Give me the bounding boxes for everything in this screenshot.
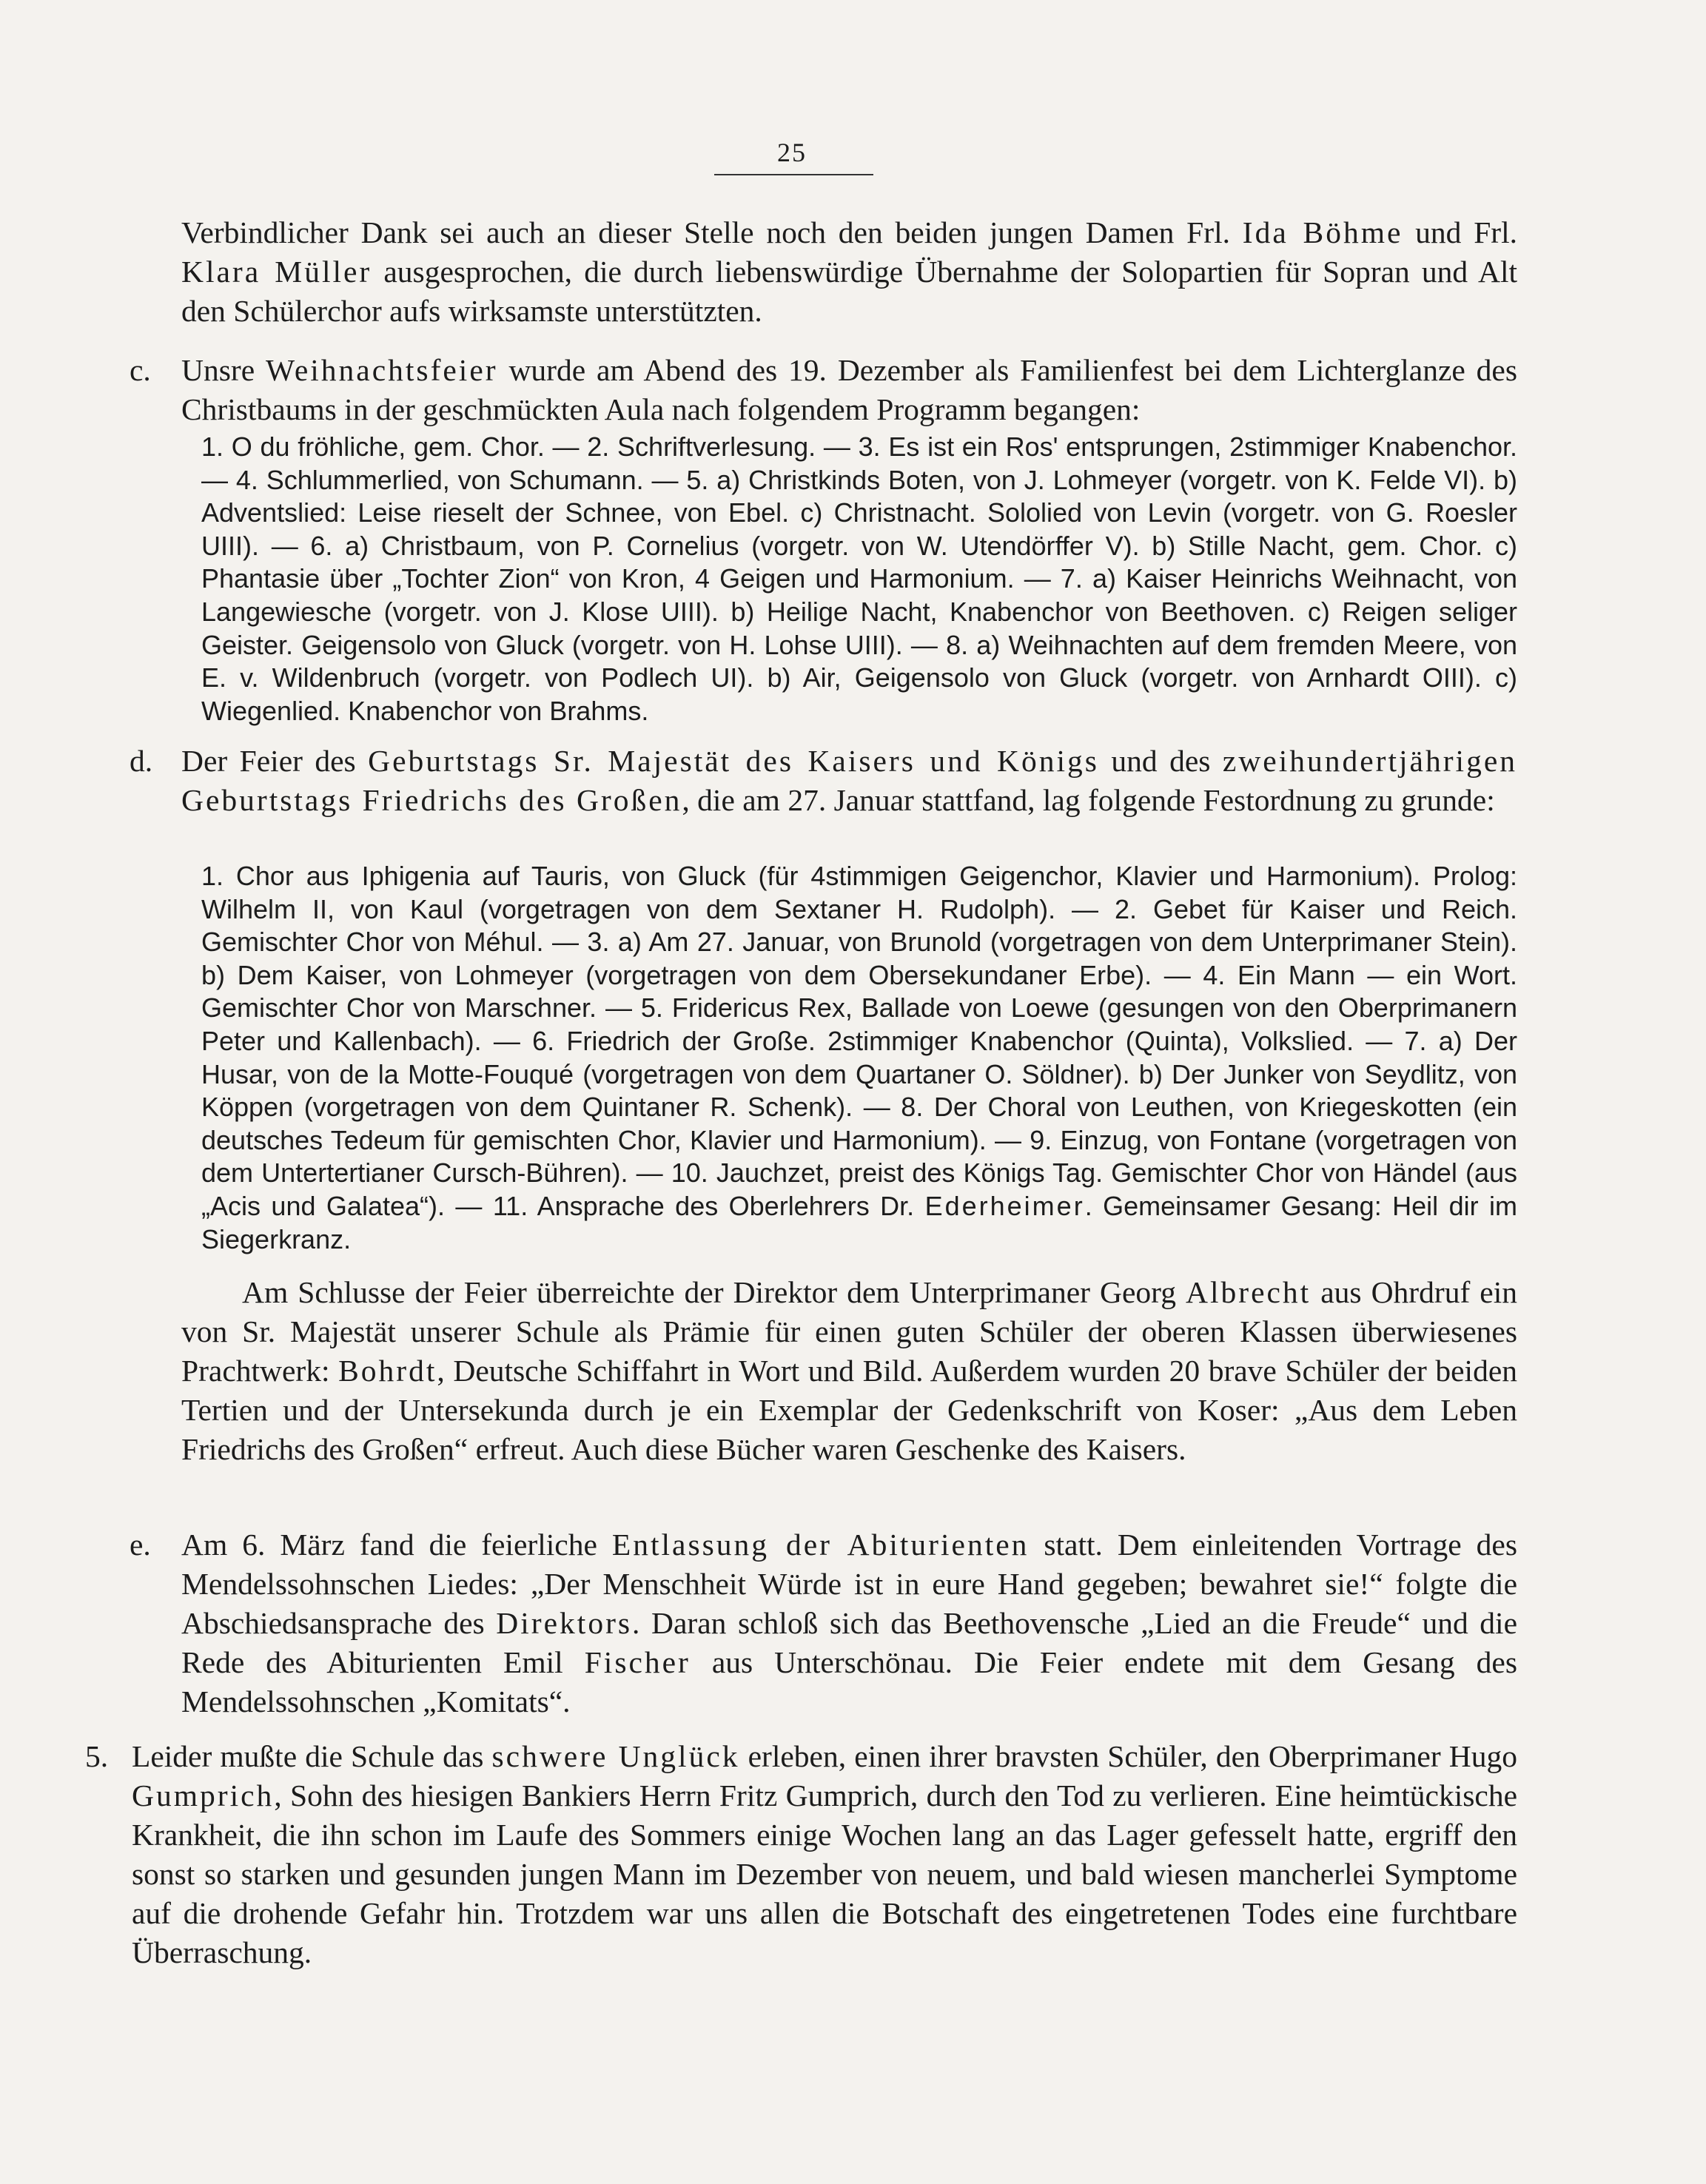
section-d-geburtstag-friedrich: zweihundertjährigen Geburtstags Friedrichs des Großen xyxy=(181,744,1517,817)
section-d-text-2: und des xyxy=(1098,744,1223,778)
section-d-paragraph xyxy=(181,1273,1517,1469)
section-d-ederheimer: Ederheimer xyxy=(924,1190,1085,1221)
section-5-text-2: erleben, einen ihrer bravsten Schüler, den Oberprimaner Hugo xyxy=(739,1739,1517,1773)
section-d-program-text-2: . Gemeinsamer Gesang: Heil dir im Siegerkranz. xyxy=(201,1190,1517,1254)
section-e-label: e. xyxy=(130,1528,151,1562)
section-e-paragraph xyxy=(181,1525,1517,1721)
section-d-geburtstag-kaiser: Geburtstags Sr. Majestät des Kaisers und Königs xyxy=(368,744,1099,778)
section-c-program: 1. O du fröhliche, gem. Chor. — 2. Schriftverlesung. — 3. Es ist ein Ros' entsprungen, 2stimmiger Knabenchor. — 4. Schlummerlied, von Schumann. — 5. a) Christkinds Boten, von J. Lohmeyer (vorgetr. von K. Felde VI). b) Adventslied: Leise rieselt der Schnee, von Ebel. c) Christnacht. Sololied von Levin (vorgetr. von G. Roesler UIII). — 6. a) Christbaum, von P. Cornelius (vorgetr. von W. Utendörffer V). b) Stille Nacht, gem. Chor. c) Phantasie über „Tochter Zion“ von Kron, 4 Geigen und Harmonium. — 7. a) Kaiser Heinrichs Weihnacht, von Langewiesche (vorgetr. von J. Klose UIII). b) Heilige Nacht, Knabenchor von Beethoven. c) Reigen seliger Geister. Geigensolo von Gluck (vorgetr. von H. Lohse UIII). — 8. a) Weihnachten auf dem fremden Meere, von E. v. Wildenbruch (vorgetr. von Podlech UI). b) Air, Geigensolo von Gluck (vorgetr. von Arnhardt OIII). c) Wiegenlied. Knabenchor von Brahms. xyxy=(201,431,1517,726)
section-e-text-4: aus Unterschönau. Die Feier endete mit dem Gesang des Mendelssohnschen „Komitats“. xyxy=(181,1645,1517,1718)
section-d-para-text-1: Am Schlusse der Feier überreichte der Direktor dem Unterprimaner Georg xyxy=(242,1275,1186,1309)
section-5-text-1: Leider mußte die Schule das xyxy=(132,1739,492,1773)
name-ida-boehme: Ida Böhme xyxy=(1242,215,1403,249)
section-d-program-text-1: 1. Chor aus Iphigenia auf Tauris, von Gluck (für 4stimmigen Geigenchor, Klavier und Harmonium). Prolog: Wilhelm II, von Kaul (vorgetragen von dem Sextaner H. Rudolph). — 2. Gebet für Kaiser und Reich. Gemischter Chor von Méhul. — 3. a) Am 27. Januar, von Brunold (vorgetragen von dem Unterprimaner Stein). b) Dem Kaiser, von Lohmeyer (vorgetragen von dem Obersekundaner Erbe). — 4. Ein Mann — ein Wort. Gemischter Chor von Marschner. — 5. Fridericus Rex, Ballade von Loewe (gesungen von den Oberprimanern Peter und Kallenbach). — 6. Friedrich der Große. 2stimmiger Knabenchor (Quinta), Volkslied. — 7. a) Der Husar, von de la Motte-Fouqué (vorgetragen von dem Quartaner O. Söldner). b) Der Junker von Seydlitz, von Köppen (vorgetragen von dem Quintaner R. Schenk). — 8. Der Choral von Leuthen, von Kriegeskotten (ein deutsches Tedeum für gemischten Chor, Klavier und Harmonium). — 9. Einzug, von Fontane (vorgetragen von dem Untertertianer Cursch-Bühren). — 10. Jauchzet, preist des Königs Tag. Gemischter Chor von Händel (aus „Acis und Galatea“). — 11. Ansprache des Oberlehrers Dr. xyxy=(201,861,1517,1221)
section-c-text-2: wurde am Abend des 19. Dezember als Familienfest bei dem Lichterglanze des Christbaums in der geschmückten Aula nach folgendem Programm begangen: xyxy=(181,353,1517,426)
section-e-fischer: Fischer xyxy=(584,1645,691,1679)
section-d-para-text-2: aus Ohrdruf ein von Sr. Majestät unserer Schule als Prämie für einen guten Schüler der oberen Klassen überwiesenes Prachtwerk: xyxy=(181,1275,1518,1388)
section-c-text-1: Unsre xyxy=(181,353,266,387)
section-5-unglueck: schwere Unglück xyxy=(491,1739,740,1773)
section-d-intro xyxy=(181,742,1517,820)
section-5-paragraph xyxy=(132,1737,1517,1972)
section-e-text-3: . Daran schloß sich das Beethovensche „Lied an die Freude“ und die Rede des Abiturienten Emil xyxy=(181,1606,1517,1679)
section-5-gumprich: Gumprich xyxy=(132,1778,275,1812)
thanks-text-2: und Frl. xyxy=(1403,215,1517,249)
section-5-text-3: , Sohn des hiesigen Bankiers Herrn Fritz Gumprich, durch den Tod zu verlieren. Eine heimtückische Krankheit, die ihn schon im Laufe des Sommers einige Wochen lang an das Lager gefesselt hatte, ergriff den sonst so starken und gesunden jungen Mann im Dezember von neuem, und bald wiesen mancherlei Symptome auf die drohende Gefahr hin. Trotzdem war uns allen die Botschaft des eingetretenen Todes eine furchtbare Überraschung. xyxy=(132,1778,1517,1969)
section-d-bohrdt: Bohrdt xyxy=(338,1354,437,1388)
section-d-text-1: Der Feier des xyxy=(181,744,369,778)
section-e-direktors: Direktors xyxy=(496,1606,633,1640)
section-e-text-1: Am 6. März fand die feierliche xyxy=(181,1528,612,1562)
section-c-weihnachtsfeier: Weihnachtsfeier xyxy=(266,353,498,387)
section-d-para-text-3: , Deutsche Schiffahrt in Wort und Bild. Außerdem wurden 20 brave Schüler der beiden Tertien und der Untersekunda durch je ein Exemplar der Gedenkschrift von Koser: „Aus dem Leben Friedrichs des Großen“ erfreut. Auch diese Bücher waren Geschenke des Kaisers. xyxy=(181,1354,1517,1466)
section-d-program xyxy=(201,860,1517,1256)
section-d-text-3: , die am 27. Januar stattfand, lag folgende Festordnung zu grunde: xyxy=(682,783,1495,817)
section-5-label: 5. xyxy=(85,1739,109,1773)
section-c-label: c. xyxy=(130,353,151,387)
page-number: 25 xyxy=(777,138,807,167)
section-e-text-2: statt. Dem einleitenden Vortrage des Mendelssohnschen Liedes: „Der Menschheit Würde ist in eure Hand gegeben; bewahret sie!“ folgte die Abschiedsansprache des xyxy=(181,1528,1517,1640)
section-e-entlassung: Entlassung der Abiturienten xyxy=(611,1528,1030,1562)
section-d-label: d. xyxy=(130,744,153,778)
thanks-text-3: ausgesprochen, die durch liebenswürdige Übernahme der Solopartien für Sopran und Alt den Schülerchor aufs wirksamste unterstützten. xyxy=(181,255,1518,328)
section-d-albrecht: Albrecht xyxy=(1186,1275,1312,1309)
thanks-text-1: Verbindlicher Dank sei auch an dieser Stelle noch den beiden jungen Damen Frl. xyxy=(181,215,1243,249)
thanks-paragraph xyxy=(181,213,1517,331)
page-number-rule xyxy=(714,174,873,175)
section-c-intro xyxy=(181,351,1517,429)
name-klara-mueller: Klara Müller xyxy=(181,255,372,289)
